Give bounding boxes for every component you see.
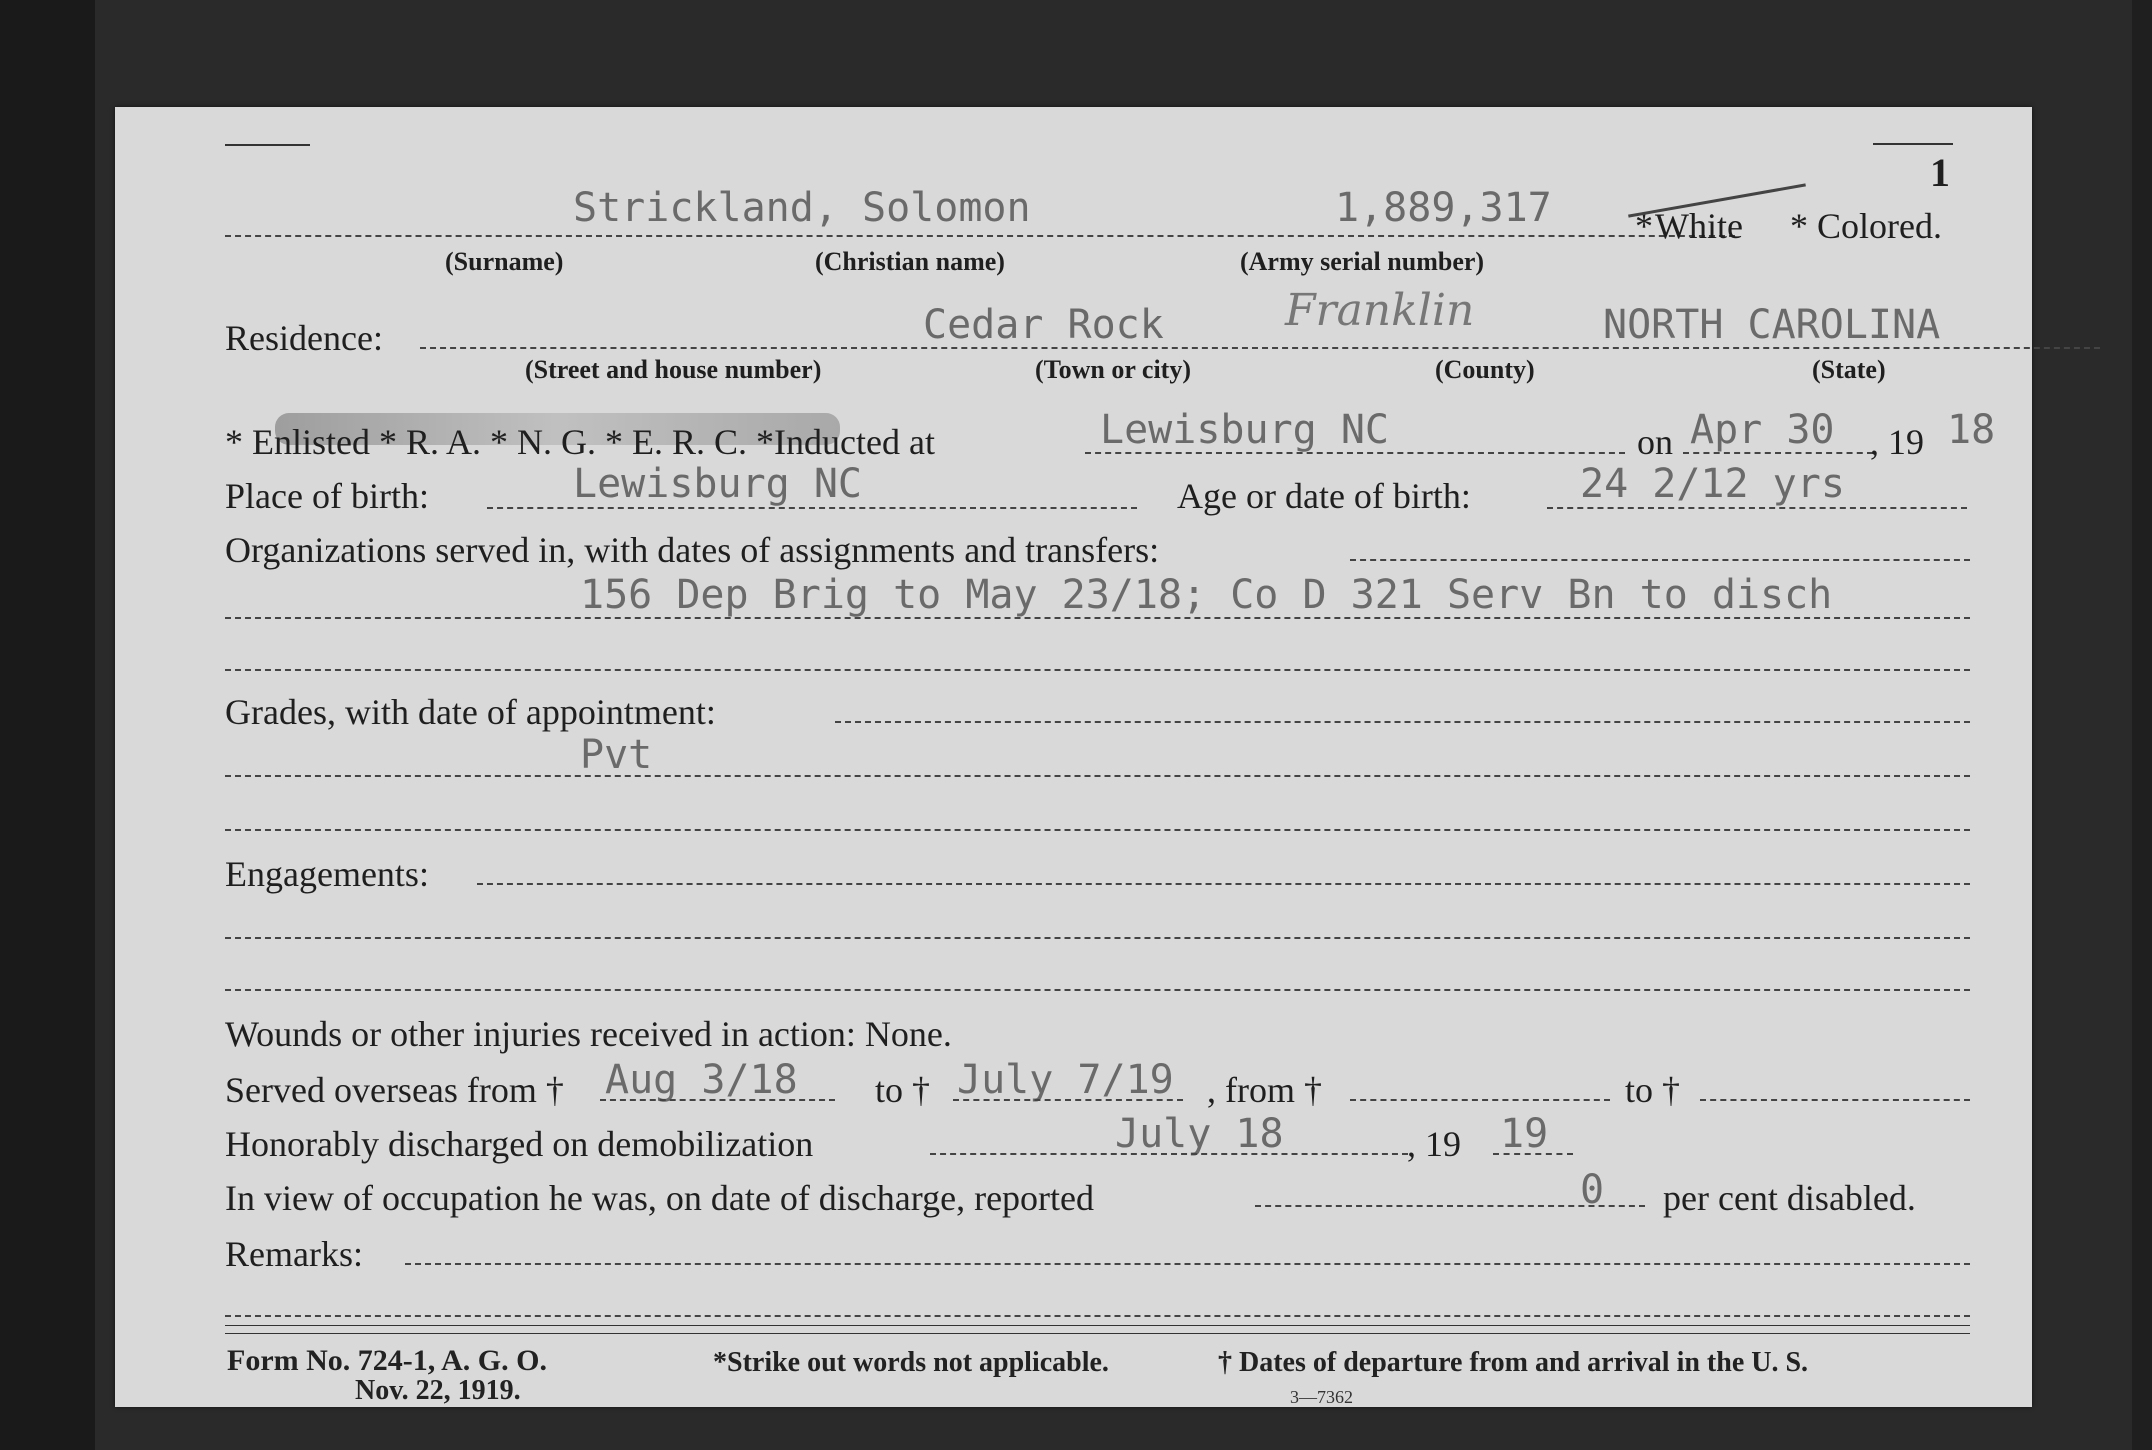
- induction-date-value: Apr 30: [1690, 407, 1835, 453]
- engagements-line-1: [477, 883, 1970, 885]
- overseas-to-line: [953, 1099, 1183, 1101]
- top-right-rule: [1873, 143, 1953, 145]
- remarks-label: Remarks:: [225, 1234, 363, 1274]
- on-label: on: [1637, 422, 1673, 462]
- disability-value: 0: [1580, 1167, 1605, 1213]
- serial-caption: (Army serial number): [1240, 247, 1485, 276]
- residence-label: Residence:: [225, 318, 383, 358]
- state-caption: (State): [1812, 355, 1886, 384]
- grades-value: Pvt: [580, 732, 653, 778]
- enlistment-label: * Enlisted * R. A. * N. G. * E. R. C. *Inducted at: [225, 422, 935, 462]
- overseas-from-line: [600, 1099, 835, 1101]
- form-number: Form No. 724-1, A. G. O.: [227, 1344, 547, 1377]
- name-line: [225, 235, 1735, 237]
- christian-name-caption: (Christian name): [815, 247, 1005, 276]
- county-value: Franklin: [1285, 285, 1475, 336]
- discharge-date-line: [930, 1153, 1408, 1155]
- scan-right-edge: [2132, 0, 2152, 1450]
- organizations-value: 156 Dep Brig to May 23/18; Co D 321 Serv Bn to disch: [580, 572, 1833, 618]
- overseas-to-label: to †: [875, 1070, 931, 1110]
- grades-label: Grades, with date of appointment:: [225, 692, 716, 732]
- engagements-line-3: [225, 989, 1970, 991]
- induction-year-value: 18: [1947, 407, 1996, 453]
- discharge-year-line: [1493, 1153, 1573, 1155]
- dates-note: † Dates of departure from and arrival in the U. S.: [1218, 1347, 1809, 1378]
- organizations-label: Organizations served in, with dates of assignments and transfers:: [225, 530, 1160, 570]
- service-record-card: [115, 107, 2032, 1407]
- star-white: *: [1635, 206, 1653, 246]
- overseas-to2-label: to †: [1625, 1070, 1681, 1110]
- disability-suffix: per cent disabled.: [1663, 1178, 1916, 1218]
- disability-label: In view of occupation he was, on date of discharge, reported: [225, 1178, 1095, 1218]
- induction-place-value: Lewisburg NC: [1100, 407, 1389, 453]
- induction-date-line: [1683, 452, 1873, 454]
- organizations-line-2: [225, 617, 1970, 619]
- overseas-from-value: Aug 3/18: [605, 1057, 798, 1103]
- footer-rule-1: [225, 1325, 1970, 1326]
- grades-line-3: [225, 829, 1970, 831]
- organizations-line-3: [225, 669, 1970, 671]
- wounds-label: Wounds or other injuries received in action: None.: [225, 1014, 952, 1054]
- overseas-to2-line: [1700, 1099, 1970, 1101]
- age-line: [1547, 507, 1967, 509]
- state-value: NORTH CAROLINA: [1603, 302, 1941, 348]
- induction-year-prefix: , 19: [1870, 422, 1924, 462]
- induction-line: [1085, 452, 1625, 454]
- town-value: Cedar Rock: [923, 302, 1164, 348]
- page-number: 1: [1930, 150, 1950, 195]
- remarks-line-1: [405, 1263, 1970, 1265]
- top-left-rule: [225, 144, 310, 146]
- discharge-date-value: July 18: [1115, 1111, 1284, 1157]
- town-caption: (Town or city): [1035, 355, 1191, 384]
- surname-value: Strickland, Solomon: [573, 185, 1031, 231]
- overseas-label: Served overseas from †: [225, 1070, 564, 1110]
- discharge-year-prefix: , 19: [1407, 1124, 1461, 1164]
- discharge-label: Honorably discharged on demobilization: [225, 1124, 814, 1164]
- strike-out-note: *Strike out words not applicable.: [713, 1347, 1109, 1378]
- overseas-to-value: July 7/19: [957, 1057, 1174, 1103]
- discharge-year-value: 19: [1500, 1111, 1549, 1157]
- surname-caption: (Surname): [445, 247, 564, 276]
- engagements-label: Engagements:: [225, 854, 429, 894]
- engagements-line-2: [225, 937, 1970, 939]
- grades-line-1: [835, 721, 1970, 723]
- street-caption: (Street and house number): [525, 355, 822, 384]
- remarks-line-2: [225, 1315, 1970, 1317]
- birthplace-line: [487, 507, 1137, 509]
- white-option: White: [1655, 206, 1743, 246]
- birthplace-value: Lewisburg NC: [573, 461, 862, 507]
- overseas-from2-line: [1350, 1099, 1610, 1101]
- footer-rule-2: [225, 1333, 1970, 1334]
- organizations-line-1: [1350, 559, 1970, 561]
- birthplace-label: Place of birth:: [225, 476, 429, 516]
- overseas-from2-label: , from †: [1207, 1070, 1322, 1110]
- print-code: 3—7362: [1290, 1387, 1353, 1407]
- age-label: Age or date of birth:: [1177, 476, 1471, 516]
- grades-line-2: [225, 775, 1970, 777]
- scan-left-edge: [0, 0, 95, 1450]
- form-date: Nov. 22, 1919.: [355, 1375, 521, 1406]
- colored-option: * Colored.: [1790, 206, 1942, 246]
- county-caption: (County): [1435, 355, 1535, 384]
- residence-line: [420, 347, 2100, 349]
- age-value: 24 2/12 yrs: [1580, 461, 1845, 507]
- serial-number-value: 1,889,317: [1335, 185, 1552, 231]
